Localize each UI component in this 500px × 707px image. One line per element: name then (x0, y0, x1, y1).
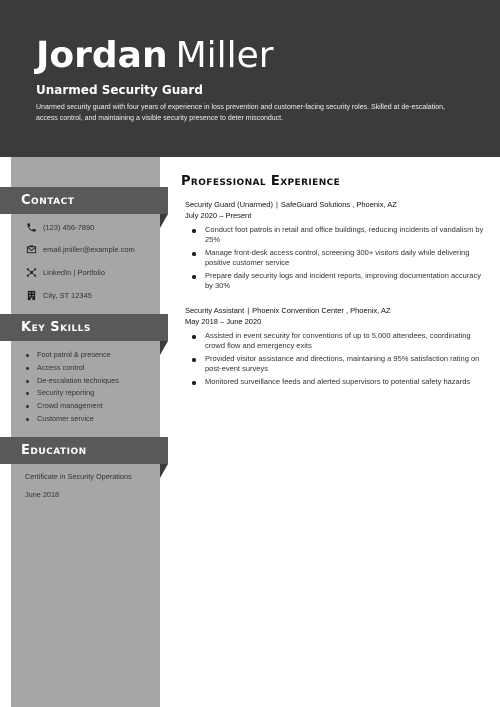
list-item: Provided visitor assistance and directions, maintaining a 95% satisfaction rating on post-event surveys (185, 354, 485, 374)
job-dates: July 2020 – Present (185, 211, 252, 220)
list-item: Foot patrol & presence (24, 349, 119, 362)
location-text: City, ST 12345 (43, 290, 92, 300)
skills-heading-ribbon (0, 314, 168, 341)
skills-list (24, 349, 119, 426)
sidebar (11, 157, 160, 707)
job-separator: | (247, 306, 250, 315)
job-bullets (185, 225, 485, 291)
list-item: Monitored surveillance feeds and alerted supervisors to potential safety hazards (185, 377, 485, 387)
candidate-name (36, 36, 274, 76)
list-item: Conduct foot patrols in retail and office buildings, reducing incidents of vandalism by 25% (185, 225, 485, 245)
summary: Unarmed security guard with four years of experience in loss prevention and customer-facing security roles. Skilled at de-escalation, access control, and maintaining a visible security presence to deter misconduct. (36, 104, 445, 122)
contact-heading-ribbon (0, 187, 168, 214)
job-company: SafeGuard Solutions , Phoenix, AZ (280, 200, 397, 209)
links-text[interactable]: LinkedIn | Portfolio (43, 267, 105, 277)
list-item: Customer service (24, 413, 119, 426)
contact-location (25, 288, 92, 302)
list-item: Crowd management (24, 400, 119, 413)
experience-heading: Professional Experience (181, 174, 341, 189)
phone-text: (123) 456-7890 (43, 222, 95, 232)
job-bullets (185, 331, 485, 387)
education-heading-ribbon (0, 437, 168, 464)
list-item: Assisted in event security for conventions of up to 5,000 attendees, coordinating crowd flow and emergency exits (185, 331, 485, 351)
contact-heading: Contact (21, 193, 75, 208)
resume-header (0, 0, 500, 157)
location-icon (25, 289, 37, 301)
job-header (185, 306, 485, 316)
last-name: Miller (175, 35, 274, 76)
job-title: Security Guard (Unarmed) (185, 200, 273, 209)
list-item: Access control (24, 362, 119, 375)
contact-links[interactable] (25, 265, 105, 279)
first-name: Jordan (36, 35, 168, 76)
education-date: June 2018 (25, 490, 60, 499)
education-heading: Education (21, 443, 87, 458)
job-separator: | (275, 200, 278, 209)
job-company: Phoenix Convention Center , Phoenix, AZ (252, 306, 391, 315)
job-title: Security Assistant (185, 306, 245, 315)
skills-heading: Key Skills (21, 320, 91, 335)
job-entry (185, 306, 485, 390)
ribbon-fold (160, 341, 168, 355)
education-certificate: Certificate in Security Operations (25, 472, 132, 481)
job-title: Unarmed Security Guard (36, 83, 203, 97)
contact-phone (25, 220, 94, 234)
email-text[interactable]: email.jmiller@example.com (43, 244, 135, 254)
job-header (185, 200, 485, 210)
list-item: De-escalation techniques (24, 375, 119, 388)
ribbon-fold (160, 214, 168, 228)
list-item: Security reporting (24, 387, 119, 400)
job-entry (185, 200, 485, 294)
email-icon (25, 243, 37, 255)
phone-icon (25, 221, 37, 233)
ribbon-fold (160, 464, 168, 478)
network-icon (25, 266, 37, 278)
job-dates: May 2018 – June 2020 (185, 317, 262, 326)
list-item: Manage front-desk access control, screening 300+ visitors daily while delivering positive customer service (185, 248, 485, 268)
list-item: Prepare daily security logs and incident reports, improving documentation accuracy by 30% (185, 271, 485, 291)
contact-email[interactable] (25, 242, 135, 256)
